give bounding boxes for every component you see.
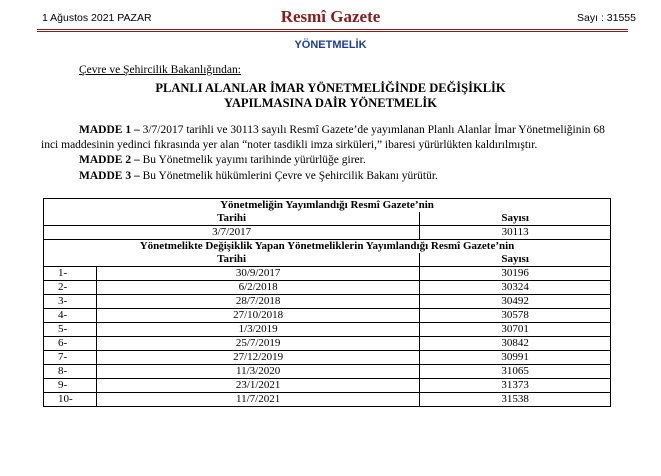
article-3-label: MADDE 3 – <box>79 170 140 182</box>
row-date: 27/10/2018 <box>97 309 420 323</box>
column-number-header: Sayısı <box>420 212 611 226</box>
row-number: 30701 <box>420 323 611 337</box>
row-number: 30578 <box>420 309 611 323</box>
document-title-line1: PLANLI ALANLAR İMAR YÖNETMELİĞİNDE DEĞİŞİKLİK <box>155 81 506 95</box>
article-2 <box>79 153 639 168</box>
row-index: 6- <box>44 337 97 351</box>
row-date: 1/3/2019 <box>97 323 420 337</box>
article-1-label: MADDE 1 – <box>79 124 140 136</box>
row-index: 8- <box>44 365 97 379</box>
table-row <box>44 323 611 337</box>
row-date: 28/7/2018 <box>97 295 420 309</box>
amendments-number-header: Sayısı <box>420 253 611 267</box>
table-row <box>44 267 611 281</box>
original-date: 3/7/2017 <box>44 226 420 240</box>
original-heading: Yönetmeliğin Yayımlandığı Resmî Gazete’nin <box>44 199 611 213</box>
row-date: 11/3/2020 <box>97 365 420 379</box>
article-2-text: Bu Yönetmelik yayımı tarihinde yürürlüğe girer. <box>139 154 366 166</box>
row-number: 30492 <box>420 295 611 309</box>
table-row <box>44 365 611 379</box>
ministry-name: Çevre ve Şehircilik Bakanlığından: <box>79 64 241 76</box>
article-2-label: MADDE 2 – <box>79 154 140 166</box>
row-index: 1- <box>44 267 97 281</box>
table-row <box>44 351 611 365</box>
row-number: 31373 <box>420 379 611 393</box>
row-number: 30196 <box>420 267 611 281</box>
row-date: 30/9/2017 <box>97 267 420 281</box>
row-date: 23/1/2021 <box>97 379 420 393</box>
row-index: 2- <box>44 281 97 295</box>
table-row <box>44 379 611 393</box>
gazette-title: Resmî Gazete <box>280 7 381 26</box>
table-row <box>44 393 611 407</box>
amendments-heading: Yönetmelikte Değişiklik Yapan Yönetmeliklerin Yayımlandığı Resmî Gazete’nin <box>44 240 611 254</box>
column-date-header: Tarihi <box>44 212 420 226</box>
issue-number: Sayı : 31555 <box>577 12 636 24</box>
header-divider <box>37 29 628 30</box>
row-date: 6/2/2018 <box>97 281 420 295</box>
table-row <box>44 337 611 351</box>
table-row <box>44 281 611 295</box>
article-3-text: Bu Yönetmelik hükümlerini Çevre ve Şehircilik Bakanı yürütür. <box>139 170 438 182</box>
row-number: 30991 <box>420 351 611 365</box>
row-index: 5- <box>44 323 97 337</box>
original-row <box>44 226 611 240</box>
header-divider-second <box>37 31 628 32</box>
table-row <box>44 295 611 309</box>
row-index: 9- <box>44 379 97 393</box>
article-1 <box>41 123 621 153</box>
row-number: 31065 <box>420 365 611 379</box>
section-title: YÖNETMELİK <box>294 39 367 51</box>
document-title-line2: YAPILMASINA DAİR YÖNETMELİK <box>224 96 437 110</box>
header-date: 1 Ağustos 2021 PAZAR <box>42 12 152 24</box>
document-title <box>0 81 661 111</box>
table-row <box>44 309 611 323</box>
row-index: 10- <box>44 393 97 407</box>
publication-history-table <box>43 198 611 407</box>
row-date: 27/12/2019 <box>97 351 420 365</box>
row-index: 3- <box>44 295 97 309</box>
row-index: 7- <box>44 351 97 365</box>
row-date: 25/7/2019 <box>97 337 420 351</box>
row-number: 30324 <box>420 281 611 295</box>
row-date: 11/7/2021 <box>97 393 420 407</box>
row-index: 4- <box>44 309 97 323</box>
article-1-text: 3/7/2017 tarihli ve 30113 sayılı Resmî Gazete’de yayımlanan Planlı Alanlar İmar Yönetmeliğinin 68 inci maddesinin yedinci fıkrasında yer alan “noter tasdikli imza sirküleri,” ibaresi yürürlükten kaldırılmıştır. <box>41 124 605 151</box>
row-number: 31538 <box>420 393 611 407</box>
original-number: 30113 <box>420 226 611 240</box>
article-3 <box>79 169 639 184</box>
row-number: 30842 <box>420 337 611 351</box>
amendments-date-header: Tarihi <box>44 253 420 267</box>
